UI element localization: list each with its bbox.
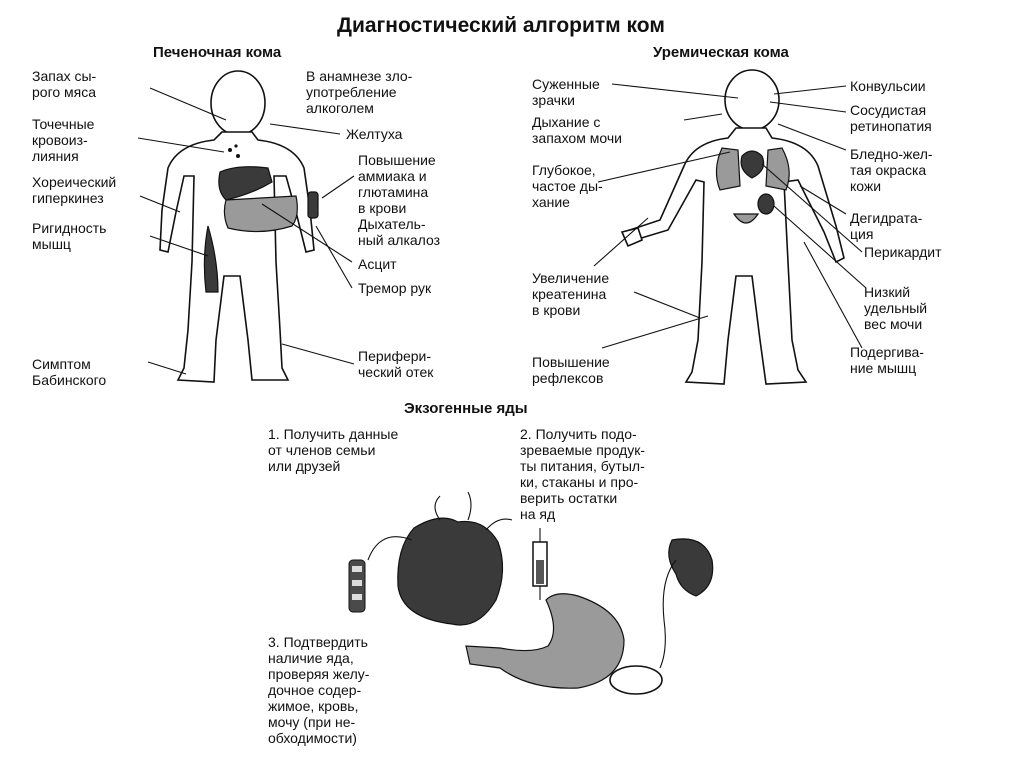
label-urine-breath: Дыхание с запахом мочи xyxy=(532,114,622,146)
label-babinski-sign: Симптом Бабинского xyxy=(32,356,107,388)
label-respiratory-alkalosis: Дыхатель- ный алкалоз xyxy=(358,216,441,248)
label-peripheral-edema: Перифери- ческий отек xyxy=(358,348,434,380)
label-alcohol-anamnesis: В анамнезе зло- употребление алкоголем xyxy=(306,68,413,116)
uremic-body-figure xyxy=(622,70,844,384)
label-ammonia-increase: Повышение аммиака и глютамина в крови xyxy=(358,152,436,216)
label-pericarditis: Перикардит xyxy=(864,244,942,260)
label-raw-meat-smell: Запах сы- рого мяса xyxy=(32,68,97,100)
label-creatinine-increase: Увеличение креатенина в крови xyxy=(532,270,610,318)
hepatic-body-figure xyxy=(160,71,318,382)
label-ascites: Асцит xyxy=(358,256,397,272)
heart-illustration xyxy=(368,492,512,625)
label-hand-tremor: Тремор рук xyxy=(358,280,432,296)
label-increased-reflexes: Повышение рефлексов xyxy=(532,354,610,386)
label-convulsions: Конвульсии xyxy=(850,78,926,94)
hepatic-heading: Печеночная кома xyxy=(153,44,282,61)
kidney-and-bladder-illustration xyxy=(610,539,713,694)
label-skin-color: Бледно-жел- тая окраска кожи xyxy=(850,146,933,194)
step-2-check-food: 2. Получить подо- зреваемые продук- ты питания, бутыл- ки, стаканы и про- верить остатки на яд xyxy=(520,426,646,522)
label-choreic-hyperkinesis: Хореический гиперкинез xyxy=(32,174,117,206)
label-muscle-rigidity: Ригидность мышц xyxy=(32,220,107,252)
label-vascular-retinopathy: Сосудистая ретинопатия xyxy=(850,102,932,134)
label-petechial-hemorrhages: Точечные кровоиз- лияния xyxy=(32,116,95,164)
exogenous-heading: Экзогенные яды xyxy=(404,400,528,417)
label-muscle-twitching: Подергива- ние мышц xyxy=(850,344,924,376)
diagram-title: Диагностический алгоритм ком xyxy=(337,14,665,37)
ascites-shape xyxy=(224,196,297,232)
label-low-urine-gravity: Низкий удельный вес мочи xyxy=(864,284,928,332)
label-deep-breathing: Глубокое, частое ды- хание xyxy=(532,162,603,210)
label-constricted-pupils: Суженные зрачки xyxy=(532,76,600,108)
step-3-confirm-poison: 3. Подтвердить наличие яда, проверяя желу- дочное содер- жимое, кровь, мочу (при не- обходимости) xyxy=(268,634,370,746)
label-jaundice: Желтуха xyxy=(346,126,403,142)
label-dehydration: Дегидрата- ция xyxy=(850,210,923,242)
step-1-gather-info: 1. Получить данные от членов семьи или друзей xyxy=(268,426,399,474)
uremic-heading: Уремическая кома xyxy=(653,44,789,61)
